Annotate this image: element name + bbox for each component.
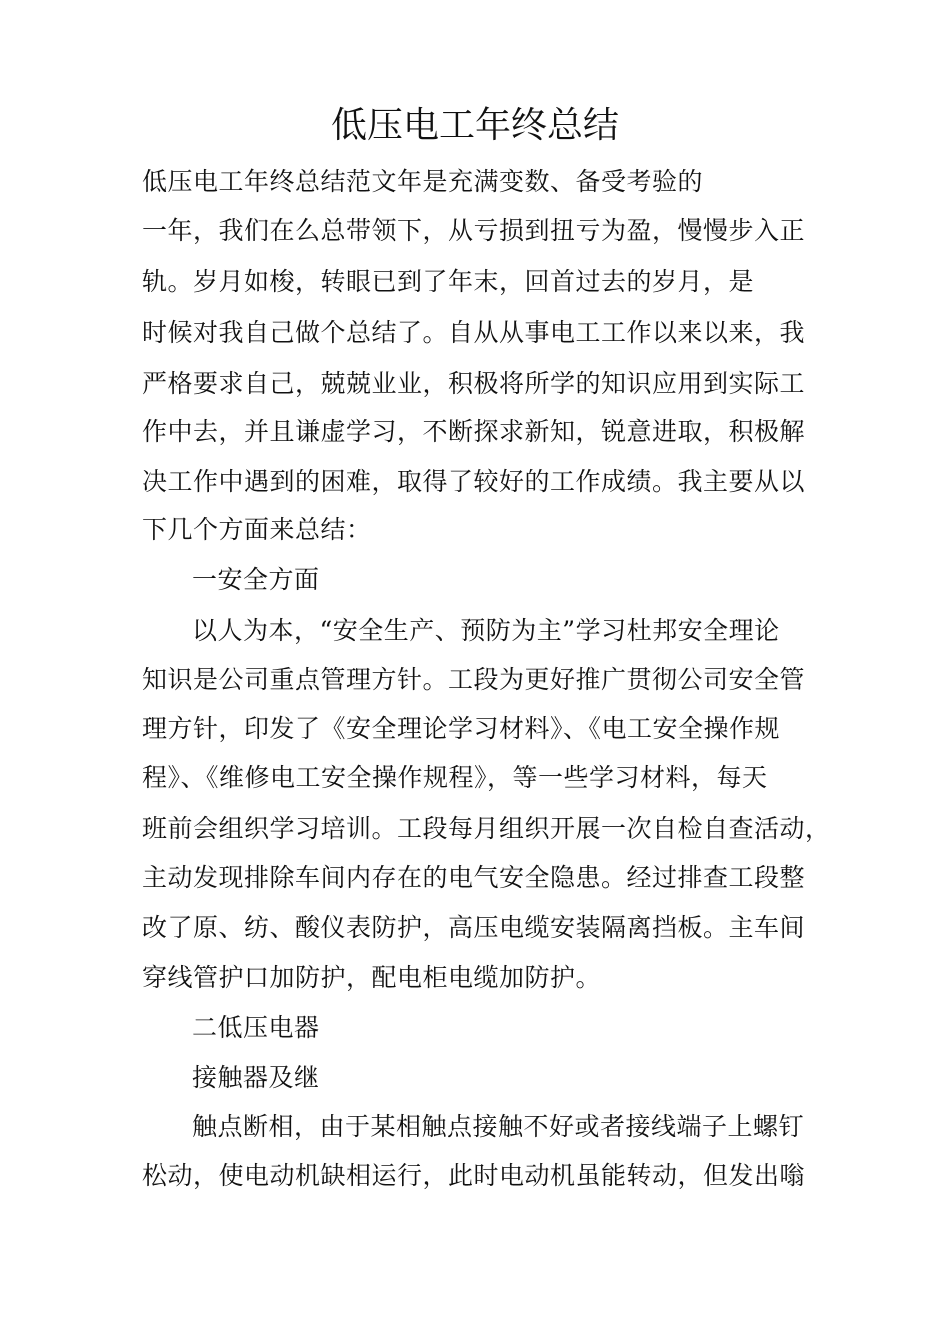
- subsection-heading: 接触器及继: [192, 1063, 320, 1092]
- paragraph-line: 下几个方面来总结：: [142, 515, 372, 544]
- paragraph-line: 程》、《维修电工安全操作规程》，等一些学习材料，每天: [142, 763, 768, 792]
- section-heading-safety: 一安全方面: [192, 565, 320, 594]
- paragraph-line: 低压电工年终总结范文年是充满变数、备受考验的: [142, 167, 704, 196]
- paragraph-line: 班前会组织学习培训。工段每月组织开展一次自检自查活动，: [142, 814, 831, 843]
- paragraph-line: 触点断相，由于某相触点接触不好或者接线端子上螺钉: [192, 1112, 805, 1141]
- paragraph-line: 理方针，印发了《安全理论学习材料》、《电工安全操作规: [142, 714, 781, 743]
- paragraph-line: 严格要求自己，兢兢业业，积极将所学的知识应用到实际工: [142, 369, 806, 398]
- paragraph-line: 主动发现排除车间内存在的电气安全隐患。经过排查工段整: [142, 863, 806, 892]
- document-title: 低压电工年终总结: [330, 105, 619, 146]
- paragraph-line: 穿线管护口加防护，配电柜电缆加防护。: [142, 963, 602, 992]
- paragraph-line: 时候对我自己做个总结了。自从从事电工工作以来以来，我: [142, 318, 806, 347]
- section-heading-low-voltage: 二低压电器: [192, 1013, 320, 1042]
- paragraph-line: 以人为本，“安全生产、预防为主”学习杜邦安全理论: [192, 616, 780, 645]
- paragraph-line: 作中去，并且谦虚学习，不断探求新知，锐意进取，积极解: [142, 417, 806, 446]
- paragraph-line: 改了原、纺、酸仪表防护，高压电缆安装隔离挡板。主车间: [142, 913, 806, 942]
- paragraph-line: 轨。岁月如梭，转眼已到了年末，回首过去的岁月，是: [142, 267, 755, 296]
- paragraph-line: 一年，我们在么总带领下，从亏损到扭亏为盈，慢慢步入正: [142, 216, 806, 245]
- paragraph-line: 知识是公司重点管理方针。工段为更好推广贯彻公司安全管: [142, 665, 806, 694]
- paragraph-line: 松动，使电动机缺相运行，此时电动机虽能转动，但发出嗡: [142, 1161, 806, 1190]
- paragraph-line: 决工作中遇到的困难，取得了较好的工作成绩。我主要从以: [142, 467, 806, 496]
